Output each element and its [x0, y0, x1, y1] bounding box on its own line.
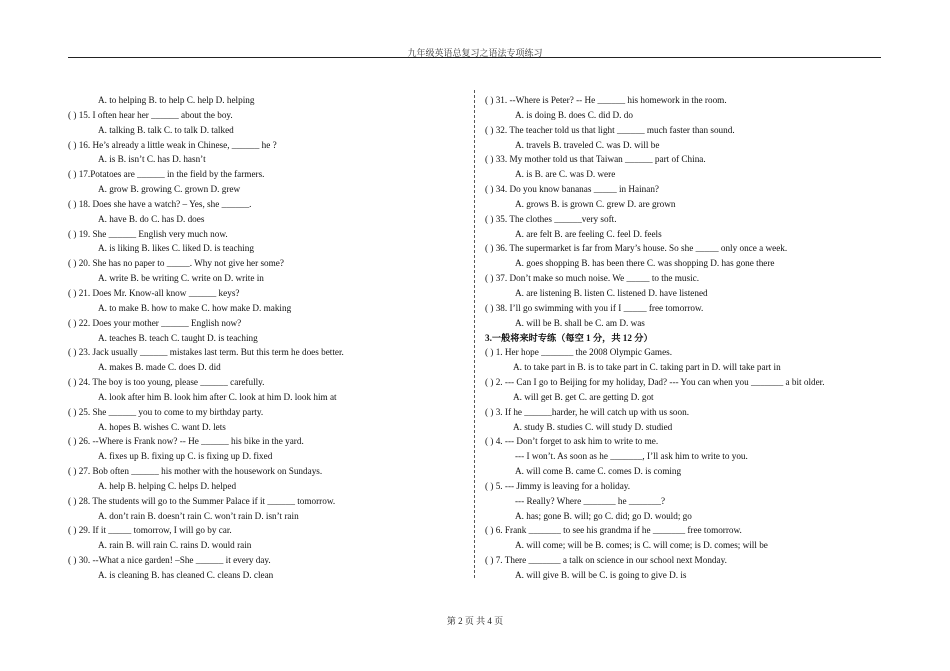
answer-options: A. grows B. is grown C. grew D. are grown: [515, 198, 676, 209]
question-stem: ( ) 21. Does Mr. Know-all know ______ keys?: [68, 287, 240, 298]
question-stem: ( ) 4. --- Don’t forget to ask him to write to me.: [485, 436, 659, 447]
answer-options: A. fixes up B. fixing up C. is fixing up D. fixed: [98, 451, 273, 462]
answer-options: A. travels B. traveled C. was D. will be: [515, 139, 660, 150]
question-stem: ( ) 31. --Where is Peter? -- He ______ his homework in the room.: [485, 95, 727, 105]
question-stem: ( ) 23. Jack usually ______ mistakes last term. But this term he does better.: [68, 347, 344, 358]
header-rule: [68, 57, 881, 58]
answer-options: A. is doing B. does C. did D. do: [515, 109, 633, 120]
question-stem: ( ) 22. Does your mother ______ English now?: [68, 317, 242, 328]
left-column: [68, 93, 468, 583]
question-stem: ( ) 38. I’ll go swimming with you if I _____ free tomorrow.: [485, 302, 704, 313]
question-stem: ( ) 26. --Where is Frank now? -- He ______ his bike in the yard.: [68, 436, 304, 447]
section-title: 3.一般将来时专练（每空 1 分，共 12 分）: [485, 332, 653, 343]
answer-options: A. are felt B. are feeling C. feel D. feels: [515, 228, 662, 239]
question-stem: ( ) 5. --- Jimmy is leaving for a holiday.: [485, 480, 631, 491]
question-stem: ( ) 3. If he ______harder, he will catch up with us soon.: [485, 406, 690, 417]
answer-options: A. study B. studies C. will study D. studied: [513, 421, 673, 432]
answer-options: A. to take part in B. is to take part in C. taking part in D. will take part in: [513, 362, 781, 373]
answer-options: A. hopes B. wishes C. want D. lets: [98, 421, 226, 432]
question-stem: ( ) 27. Bob often ______ his mother with the housework on Sundays.: [68, 466, 323, 477]
answer-options: --- Really? Where _______ he _______?: [515, 495, 666, 506]
answer-options: A. grow B. growing C. grown D. grew: [98, 184, 241, 195]
question-stem: ( ) 34. Do you know bananas _____ in Hainan?: [485, 184, 660, 195]
question-stem: ( ) 33. My mother told us that Taiwan ______ part of China.: [485, 154, 706, 165]
question-stem: ( ) 7. There _______ a talk on science in our school next Monday.: [485, 555, 727, 566]
answer-options: A. goes shopping B. has been there C. was shopping D. has gone there: [515, 258, 775, 269]
question-stem: ( ) 28. The students will go to the Summer Palace if it ______ tomorrow.: [68, 495, 336, 506]
answer-options: A. will get B. get C. are getting D. got: [513, 391, 654, 402]
question-stem: ( ) 18. Does she have a watch? – Yes, she ______.: [68, 198, 252, 209]
question-stem: ( ) 6. Frank _______ to see his grandma if he _______ free tomorrow.: [485, 525, 742, 536]
answer-options: A. are listening B. listen C. listened D. have listened: [515, 287, 708, 298]
answer-options: A. talking B. talk C. to talk D. talked: [98, 124, 234, 135]
answer-options: A. have B. do C. has D. does: [98, 213, 205, 224]
right-column: [485, 93, 885, 583]
answer-options: A. will come B. came C. comes D. is coming: [515, 466, 682, 477]
question-stem: ( ) 19. She ______ English very much now.: [68, 228, 228, 239]
page-footer: 第 2 页 共 4 页: [446, 616, 504, 626]
question-stem: ( ) 17.Potatoes are ______ in the field by the farmers.: [68, 169, 265, 180]
answer-options: A. teaches B. teach C. taught D. is teaching: [98, 332, 258, 343]
answer-options: A. is B. isn’t C. has D. hasn’t: [98, 154, 206, 165]
question-stem: ( ) 32. The teacher told us that light ______ much faster than sound.: [485, 124, 735, 135]
answer-options: A. will be B. shall be C. am D. was: [515, 317, 645, 328]
answer-options: A. write B. be writing C. write on D. write in: [98, 273, 264, 284]
question-stem: ( ) 15. I often hear her ______ about the boy.: [68, 109, 233, 120]
question-stem: ( ) 36. The supermarket is far from Mary’s house. So she _____ only once a week.: [485, 243, 788, 254]
answer-options: A. is B. are C. was D. were: [515, 169, 616, 180]
question-stem: ( ) 1. Her hope _______ the 2008 Olympic Games.: [485, 347, 673, 358]
answer-options: A. makes B. made C. does D. did: [98, 362, 221, 373]
answer-options: A. look after him B. look him after C. look at him D. look him at: [98, 391, 337, 402]
page-header: 九年级英语总复习之语法专项练习: [407, 48, 543, 58]
answer-options: A. will give B. will be C. is going to give D. is: [515, 570, 687, 580]
answer-options: A. has; gone B. will; go C. did; go D. would; go: [515, 510, 692, 521]
answer-options: A. to helping B. to help C. help D. helping: [98, 95, 255, 105]
question-stem: ( ) 20. She has no paper to _____. Why not give her some?: [68, 258, 284, 269]
question-stem: ( ) 37. Don’t make so much noise. We _____ to the music.: [485, 273, 700, 284]
answer-options: --- I won’t. As soon as he _______, I’ll ask him to write to you.: [515, 451, 748, 462]
column-divider: [474, 90, 475, 578]
question-stem: ( ) 35. The clothes ______very soft.: [485, 213, 617, 224]
answer-options: A. will come; will be B. comes; is C. will come; is D. comes; will be: [515, 540, 768, 551]
answer-options: A. help B. helping C. helps D. helped: [98, 480, 237, 491]
question-stem: ( ) 29. If it _____ tomorrow, I will go by car.: [68, 525, 232, 536]
answer-options: A. is cleaning B. has cleaned C. cleans D. clean: [98, 570, 274, 580]
question-stem: ( ) 30. --What a nice garden! –She ______ it every day.: [68, 555, 271, 566]
answer-options: A. is liking B. likes C. liked D. is teaching: [98, 243, 254, 254]
question-stem: ( ) 16. He’s already a little weak in Chinese, ______ he ?: [68, 139, 277, 150]
answer-options: A. to make B. how to make C. how make D. making: [98, 302, 292, 313]
question-stem: ( ) 2. --- Can I go to Beijing for my holiday, Dad? --- You can when you _______ a bit older.: [485, 377, 825, 388]
answer-options: A. rain B. will rain C. rains D. would rain: [98, 540, 252, 551]
question-stem: ( ) 24. The boy is too young, please ______ carefully.: [68, 377, 265, 388]
question-stem: ( ) 25. She ______ you to come to my birthday party.: [68, 406, 264, 417]
answer-options: A. don’t rain B. doesn’t rain C. won’t rain D. isn’t rain: [98, 510, 299, 521]
